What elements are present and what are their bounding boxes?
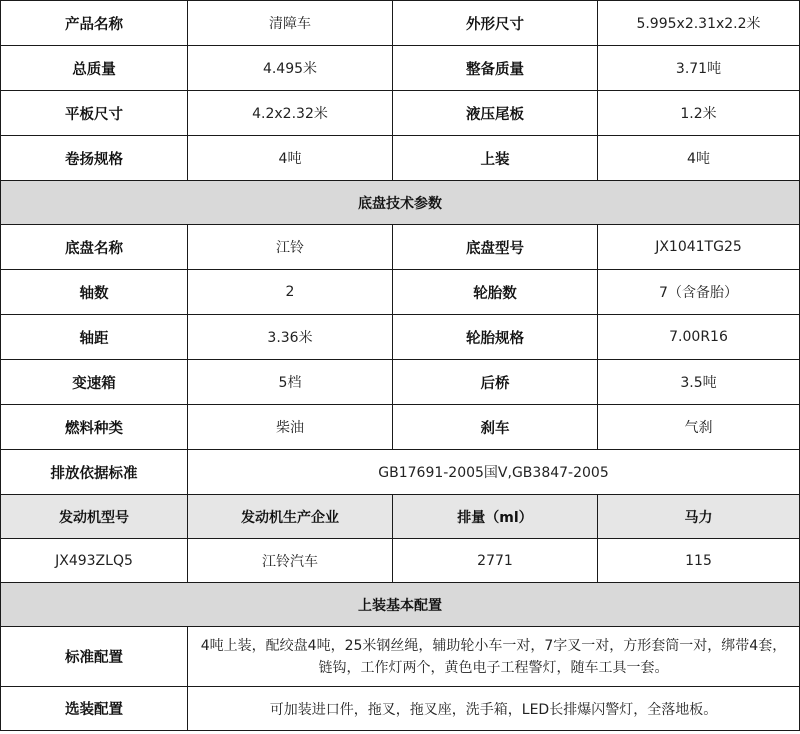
- column-header: 排量（ml）: [393, 495, 598, 539]
- column-header: 发动机型号: [1, 495, 188, 539]
- spec-value: 4吨: [598, 136, 800, 181]
- spec-value: 气刹: [598, 405, 800, 450]
- section-header-row: [1, 181, 800, 225]
- spec-value: 4.2x2.32米: [188, 91, 393, 136]
- spec-label: 轴数: [1, 270, 188, 315]
- spec-label: 底盘型号: [393, 225, 598, 270]
- table-row: [1, 225, 800, 270]
- section-header-row: [1, 583, 800, 627]
- table-row-config: [1, 627, 800, 687]
- spec-value: 5.995x2.31x2.2米: [598, 1, 800, 46]
- spec-value: 清障车: [188, 1, 393, 46]
- spec-value: 5档: [188, 360, 393, 405]
- section-title-upper: 上装基本配置: [1, 583, 800, 627]
- emission-value: GB17691-2005国Ⅴ,GB3847-2005: [188, 450, 800, 495]
- table-row: [1, 136, 800, 181]
- spec-label: 平板尺寸: [1, 91, 188, 136]
- spec-label: 刹车: [393, 405, 598, 450]
- engine-header-row: [1, 495, 800, 539]
- table-row: [1, 91, 800, 136]
- table-row: [1, 405, 800, 450]
- spec-label: 上装: [393, 136, 598, 181]
- config-value: 可加装进口件，拖叉，拖叉座，洗手箱，LED长排爆闪警灯，全落地板。: [188, 687, 800, 731]
- table-row: [1, 315, 800, 360]
- table-row: [1, 360, 800, 405]
- spec-label: 产品名称: [1, 1, 188, 46]
- spec-value: 3.5吨: [598, 360, 800, 405]
- spec-value: 1.2米: [598, 91, 800, 136]
- config-value: 4吨上装，配绞盘4吨，25米钢丝绳，辅助轮小车一对，7字叉一对，方形套筒一对，绑带4套，链钩，工作灯两个，黄色电子工程警灯，随车工具一套。: [188, 627, 800, 687]
- spec-value: 3.36米: [188, 315, 393, 360]
- spec-value: 4吨: [188, 136, 393, 181]
- config-label: 选装配置: [1, 687, 188, 731]
- spec-label: 变速箱: [1, 360, 188, 405]
- column-header: 马力: [598, 495, 800, 539]
- emission-label: 排放依据标准: [1, 450, 188, 495]
- spec-label: 总质量: [1, 46, 188, 91]
- table-row: [1, 46, 800, 91]
- spec-label: 整备质量: [393, 46, 598, 91]
- spec-value: 7（含备胎）: [598, 270, 800, 315]
- spec-label: 底盘名称: [1, 225, 188, 270]
- displacement-value: 2771: [393, 539, 598, 583]
- table-row-emission: [1, 450, 800, 495]
- spec-value: 4.495米: [188, 46, 393, 91]
- spec-value: 3.71吨: [598, 46, 800, 91]
- horsepower-value: 115: [598, 539, 800, 583]
- spec-label: 燃料种类: [1, 405, 188, 450]
- spec-value: 江铃: [188, 225, 393, 270]
- table-row: [1, 1, 800, 46]
- spec-label: 液压尾板: [393, 91, 598, 136]
- spec-value: 2: [188, 270, 393, 315]
- spec-label: 后桥: [393, 360, 598, 405]
- column-header: 发动机生产企业: [188, 495, 393, 539]
- spec-value: JX1041TG25: [598, 225, 800, 270]
- spec-label: 轮胎数: [393, 270, 598, 315]
- config-label: 标准配置: [1, 627, 188, 687]
- spec-label: 卷扬规格: [1, 136, 188, 181]
- spec-label: 外形尺寸: [393, 1, 598, 46]
- engine-maker-value: 江铃汽车: [188, 539, 393, 583]
- spec-value: 柴油: [188, 405, 393, 450]
- spec-value: 7.00R16: [598, 315, 800, 360]
- section-title-chassis: 底盘技术参数: [1, 181, 800, 225]
- spec-label: 轮胎规格: [393, 315, 598, 360]
- table-row-config: [1, 687, 800, 731]
- engine-values-row: [1, 539, 800, 583]
- table-row: [1, 270, 800, 315]
- engine-model-value: JX493ZLQ5: [1, 539, 188, 583]
- spec-label: 轴距: [1, 315, 188, 360]
